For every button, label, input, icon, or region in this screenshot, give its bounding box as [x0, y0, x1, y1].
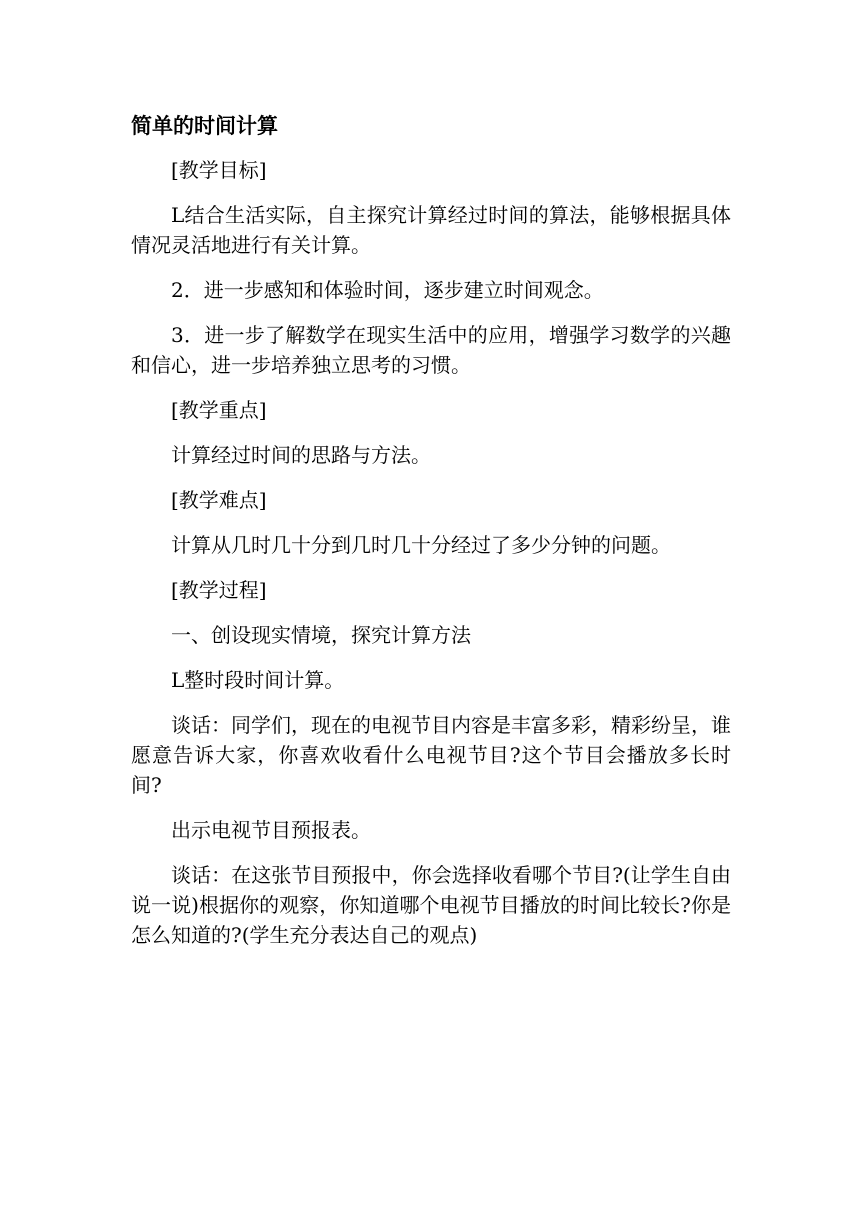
paragraph-talk-1: 谈话：同学们，现在的电视节目内容是丰富多彩，精彩纷呈，谁愿意告诉大家，你喜欢收看什么电视节目?这个节目会播放多长时间? — [131, 713, 731, 797]
paragraph-whole-hour-calc: L整时段时间计算。 — [171, 668, 345, 692]
paragraph-objective-2: 2．进一步感知和体验时间，逐步建立时间观念。 — [171, 278, 604, 302]
paragraph-difficulties: 计算从几时几十分到几时几十分经过了多少分钟的问题。 — [171, 533, 671, 557]
paragraph-objective-3: 3．进一步了解数学在现实生活中的应用，增强学习数学的兴趣和信心，进一步培养独立思考的习惯。 — [131, 323, 731, 377]
section-heading-objectives: [教学目标] — [171, 158, 267, 182]
paragraph-objective-1: L结合生活实际，自主探究计算经过时间的算法，能够根据具体情况灵活地进行有关计算。 — [131, 203, 731, 257]
section-heading-process: [教学过程] — [171, 578, 267, 602]
document-page — [131, 110, 731, 965]
paragraph-talk-2: 谈话：在这张节目预报中，你会选择收看哪个节目?(让学生自由说一说)根据你的观察，你知道哪个电视节目播放的时间比较长?你是怎么知道的?(学生充分表达自己的观点) — [131, 863, 731, 947]
paragraph-process-step-1: 一、创设现实情境，探究计算方法 — [171, 623, 471, 647]
document-title: 简单的时间计算 — [131, 114, 278, 138]
section-heading-difficulties: [教学难点] — [171, 488, 267, 512]
section-heading-key-points: [教学重点] — [171, 398, 267, 422]
paragraph-key-points: 计算经过时间的思路与方法。 — [171, 443, 431, 467]
paragraph-show-schedule: 出示电视节目预报表。 — [171, 818, 371, 842]
